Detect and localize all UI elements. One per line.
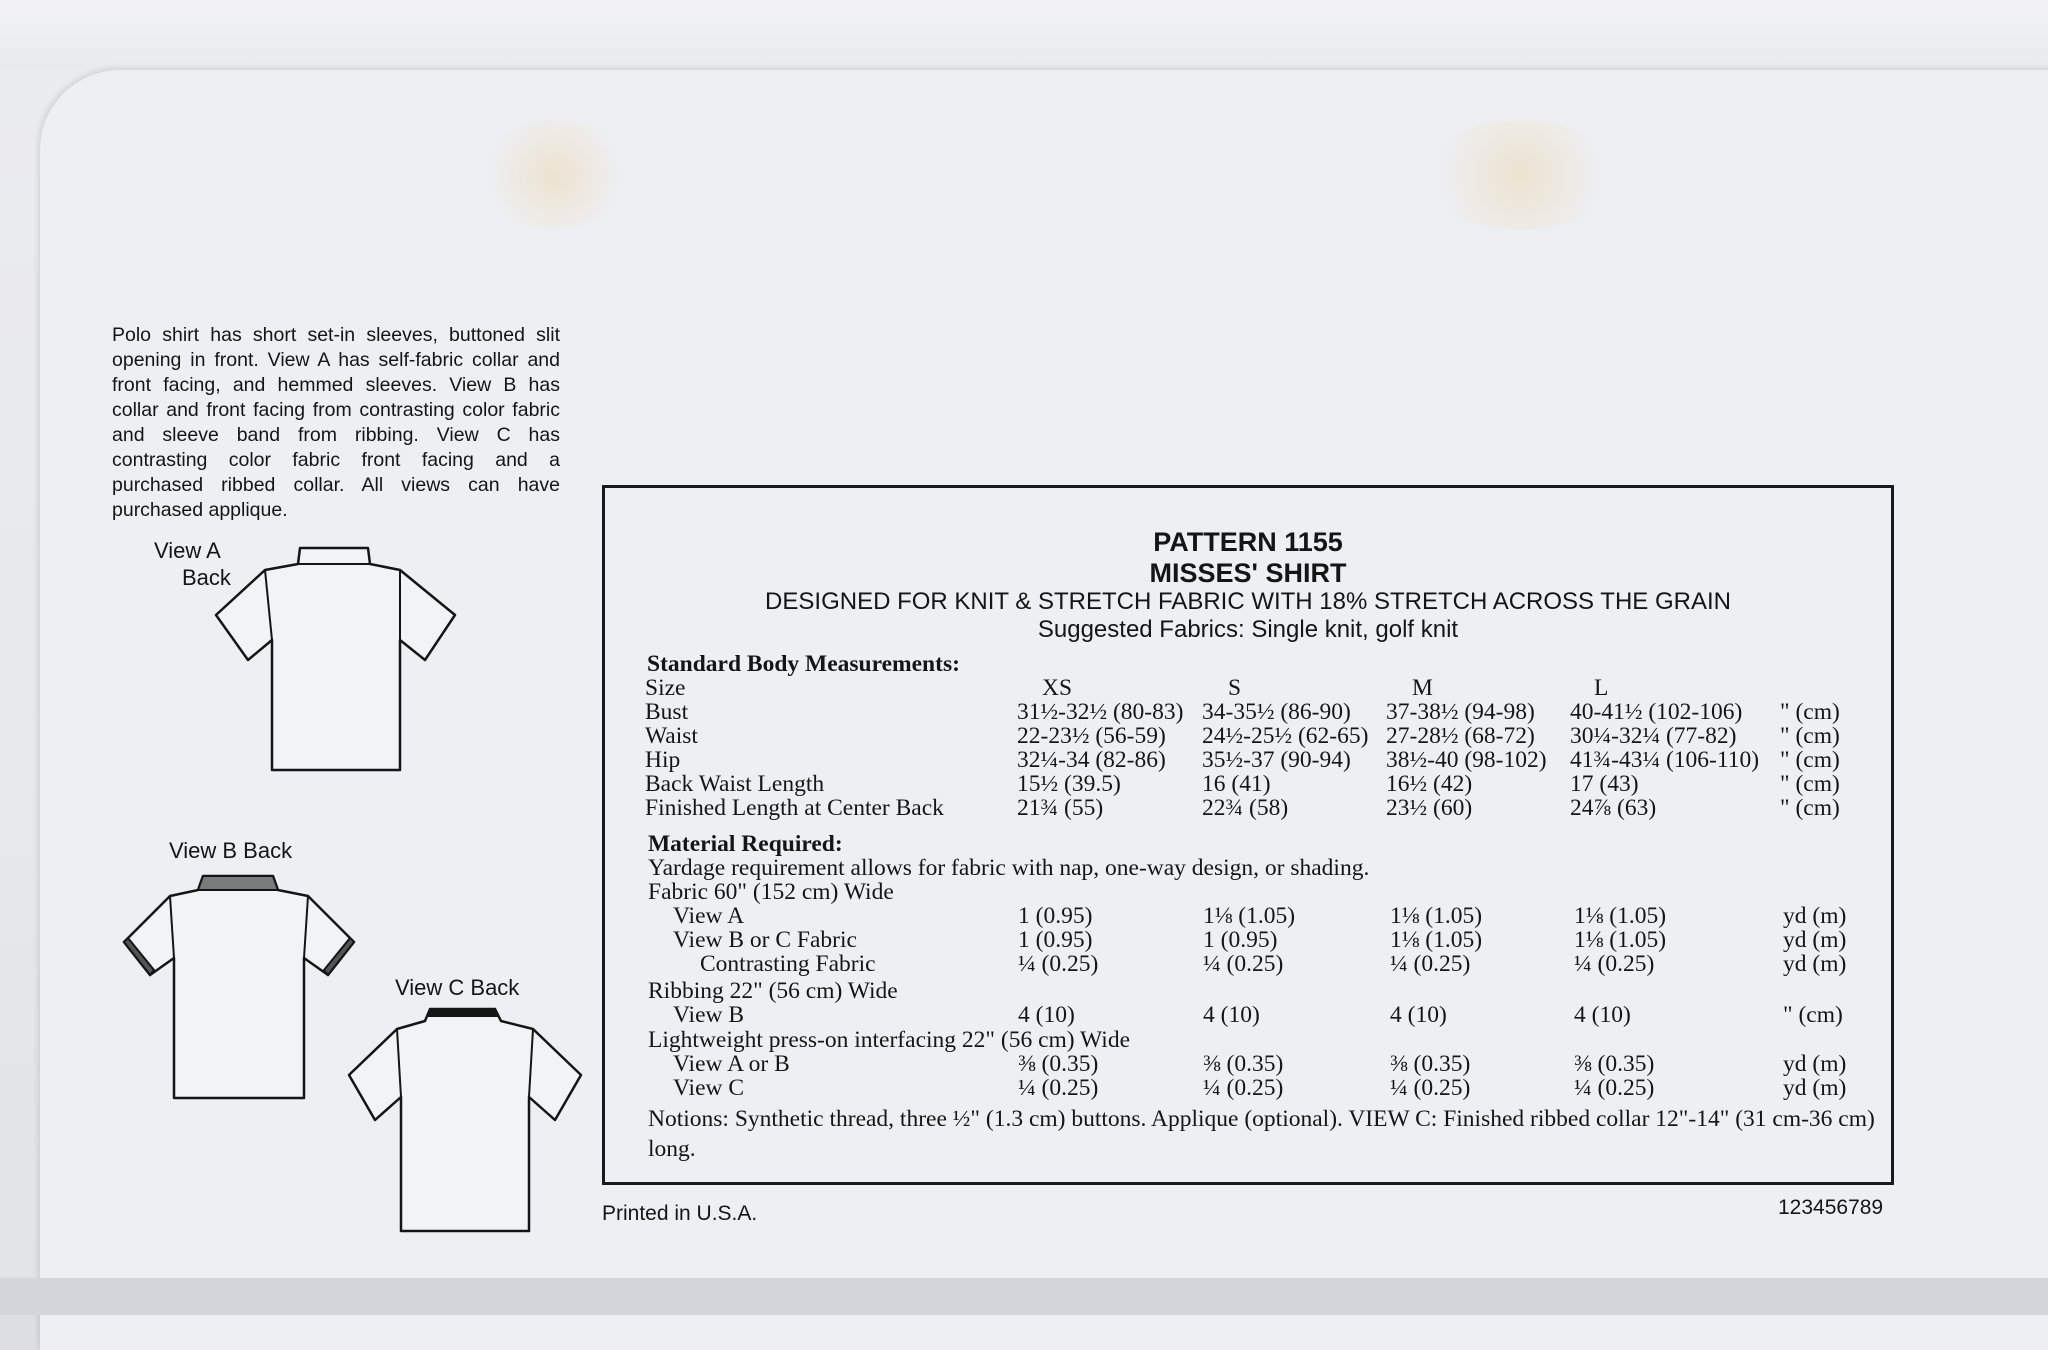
value-unit: " (cm) [1783, 1002, 1843, 1028]
value-xs: 32¼-34 (82-86) [1017, 747, 1166, 773]
value-unit: " (cm) [1780, 795, 1840, 821]
table-row [0, 771, 2048, 796]
value-l: 41¾-43¼ (106-110) [1570, 747, 1760, 773]
value-l: 40-41½ (102-106) [1570, 699, 1743, 725]
value-s: 35½-37 (90-94) [1202, 747, 1351, 773]
value-xs: 1 (0.95) [1018, 927, 1093, 953]
value-s: 22¾ (58) [1202, 795, 1289, 821]
size-label: Size [645, 675, 686, 701]
value-unit: yd (m) [1783, 1075, 1847, 1101]
value-xs: 4 (10) [1018, 1002, 1075, 1028]
value-l: 17 (43) [1570, 771, 1639, 797]
value-unit: yd (m) [1783, 903, 1847, 929]
value-s: 34-35½ (86-90) [1202, 699, 1351, 725]
fabric-60-heading: Fabric 60" (152 cm) Wide [648, 879, 894, 905]
value-m: ⅜ (0.35) [1390, 1051, 1471, 1077]
row-label: Back Waist Length [645, 771, 825, 797]
table-row [0, 1051, 2048, 1076]
value-s: 16 (41) [1202, 771, 1271, 797]
size-header-row [0, 675, 2048, 700]
value-s: ¼ (0.25) [1203, 1075, 1284, 1101]
row-label: Contrasting Fabric [700, 951, 876, 977]
value-m: 1⅛ (1.05) [1390, 927, 1483, 953]
size-xs: XS [1042, 675, 1073, 701]
catalog-number: 123456789 [1778, 1196, 1884, 1219]
value-l: 24⅞ (63) [1570, 795, 1657, 821]
row-label: View C [673, 1075, 745, 1101]
value-s: ¼ (0.25) [1203, 951, 1284, 977]
view-c-label: View C Back [395, 975, 520, 1000]
value-l: 4 (10) [1574, 1002, 1631, 1028]
table-row [0, 795, 2048, 820]
value-m: 23½ (60) [1386, 795, 1473, 821]
value-xs: 15½ (39.5) [1017, 771, 1121, 797]
value-l: 1⅛ (1.05) [1574, 903, 1667, 929]
yardage-note: Yardage requirement allows for fabric with nap, one-way design, or shading. [648, 855, 1370, 881]
row-label: View A [673, 903, 745, 929]
value-unit: yd (m) [1783, 951, 1847, 977]
garment-description: Polo shirt has short set-in sleeves, buttoned slit opening in front. View A has self-fabric collar and front facing, and hemmed sleeves. View B has collar and front facing from contrasting color fabric and sleeve band from ribbing. View C has contrasting color fabric front facing and a purchased ribbed collar. All views can have purchased applique. [112, 324, 560, 521]
value-m: 1⅛ (1.05) [1390, 903, 1483, 929]
table-row [0, 699, 2048, 724]
table-row [0, 1002, 2048, 1027]
value-m: ¼ (0.25) [1390, 1075, 1471, 1101]
pattern-number: PATTERN 1155 [1153, 527, 1343, 557]
value-s: 1 (0.95) [1203, 927, 1278, 953]
stretch-requirement: DESIGNED FOR KNIT & STRETCH FABRIC WITH 18% STRETCH ACROSS THE GRAIN [765, 588, 1731, 615]
value-l: ¼ (0.25) [1574, 951, 1655, 977]
view-a-label-line1: View A [154, 538, 221, 563]
size-l: L [1594, 675, 1609, 701]
row-label: Bust [645, 699, 689, 725]
row-label: Hip [645, 747, 681, 773]
value-xs: ⅜ (0.35) [1018, 1051, 1099, 1077]
table-row [0, 927, 2048, 952]
pattern-title: MISSES' SHIRT [1149, 558, 1347, 588]
value-unit: " (cm) [1780, 723, 1840, 749]
row-label: View A or B [673, 1051, 790, 1077]
value-s: 1⅛ (1.05) [1203, 903, 1296, 929]
envelope-bottom-edge [0, 1278, 2048, 1315]
value-l: ¼ (0.25) [1574, 1075, 1655, 1101]
row-label: View B or C Fabric [673, 927, 857, 953]
value-m: 38½-40 (98-102) [1386, 747, 1547, 773]
value-xs: ¼ (0.25) [1018, 951, 1099, 977]
size-s: S [1228, 675, 1242, 701]
view-c-shirt-drawing [345, 1005, 585, 1235]
view-b-label: View B Back [169, 838, 293, 863]
row-label: Waist [645, 723, 698, 749]
printed-in: Printed in U.S.A. [602, 1202, 758, 1225]
table-row [0, 1075, 2048, 1100]
paper-stain [480, 120, 630, 230]
interfacing-heading: Lightweight press-on interfacing 22" (56 cm) Wide [648, 1027, 1131, 1053]
value-unit: " (cm) [1780, 747, 1840, 773]
value-l: ⅜ (0.35) [1574, 1051, 1655, 1077]
value-unit: yd (m) [1783, 1051, 1847, 1077]
value-m: 16½ (42) [1386, 771, 1473, 797]
value-l: 30¼-32¼ (77-82) [1570, 723, 1737, 749]
row-label: Finished Length at Center Back [645, 795, 944, 821]
value-xs: 21¾ (55) [1017, 795, 1104, 821]
value-s: 24½-25½ (62-65) [1202, 723, 1369, 749]
value-m: ¼ (0.25) [1390, 951, 1471, 977]
value-xs: 31½-32½ (80-83) [1017, 699, 1184, 725]
value-unit: " (cm) [1780, 771, 1840, 797]
table-row [0, 903, 2048, 928]
paper-stain [1420, 120, 1620, 230]
material-heading: Material Required: [648, 831, 843, 857]
table-row [0, 747, 2048, 772]
value-unit: yd (m) [1783, 927, 1847, 953]
table-row [0, 723, 2048, 748]
envelope-flap [0, 0, 2048, 70]
value-unit: " (cm) [1780, 699, 1840, 725]
value-m: 4 (10) [1390, 1002, 1447, 1028]
notions-text: Notions: Synthetic thread, three ½" (1.3 cm) buttons. Applique (optional). VIEW C: Finished ribbed collar 12"-14" (31 cm-36 cm) long. [648, 1106, 1875, 1162]
ribbing-heading: Ribbing 22" (56 cm) Wide [648, 978, 898, 1004]
value-m: 27-28½ (68-72) [1386, 723, 1535, 749]
view-a-label-line2: Back [182, 565, 231, 590]
row-label: View B [673, 1002, 745, 1028]
value-xs: 1 (0.95) [1018, 903, 1093, 929]
value-s: 4 (10) [1203, 1002, 1260, 1028]
size-m: M [1412, 675, 1433, 701]
suggested-fabrics: Suggested Fabrics: Single knit, golf knit [1037, 616, 1459, 643]
table-row [0, 951, 2048, 976]
value-l: 1⅛ (1.05) [1574, 927, 1667, 953]
value-s: ⅜ (0.35) [1203, 1051, 1284, 1077]
value-xs: 22-23½ (56-59) [1017, 723, 1166, 749]
value-xs: ¼ (0.25) [1018, 1075, 1099, 1101]
value-m: 37-38½ (94-98) [1386, 699, 1535, 725]
measurements-heading: Standard Body Measurements: [647, 651, 960, 677]
